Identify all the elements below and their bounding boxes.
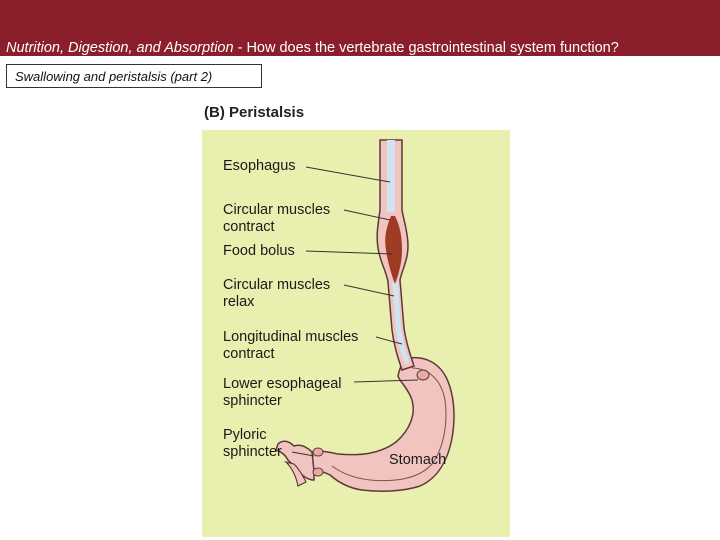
label-circular-muscles-contract-1: Circular muscles bbox=[223, 202, 331, 218]
slide-subtitle: Swallowing and peristalsis (part 2) bbox=[15, 69, 213, 84]
label-lower-esophageal-2: sphincter bbox=[223, 393, 282, 409]
leader-esophagus bbox=[306, 167, 390, 182]
label-circular-muscles-relax-2: relax bbox=[223, 294, 255, 310]
title-question: - How does the vertebrate gastrointestinal system function? bbox=[233, 40, 619, 56]
subtitle-box bbox=[6, 64, 262, 88]
label-pyloric-1: Pyloric bbox=[223, 427, 267, 443]
figure-panel bbox=[202, 130, 510, 537]
title-topic: Nutrition, Digestion, and Absorption bbox=[6, 40, 234, 56]
esophagus-lumen bbox=[387, 140, 395, 212]
leader-circ-relax bbox=[344, 285, 394, 296]
figure-heading: (B) Peristalsis bbox=[204, 104, 305, 121]
label-circular-muscles-relax-1: Circular muscles bbox=[223, 277, 331, 293]
pyloric-sphincter-bottom bbox=[313, 468, 323, 476]
page-title bbox=[6, 40, 619, 56]
label-longitudinal-muscles-1: Longitudinal muscles bbox=[223, 329, 359, 345]
label-esophagus: Esophagus bbox=[223, 158, 296, 174]
label-stomach: Stomach bbox=[389, 452, 447, 468]
pyloric-sphincter-top bbox=[313, 448, 323, 456]
label-circular-muscles-contract-2: contract bbox=[223, 219, 275, 235]
label-food-bolus: Food bolus bbox=[223, 243, 295, 259]
lower-esophageal-sphincter bbox=[417, 370, 429, 380]
label-lower-esophageal-1: Lower esophageal bbox=[223, 376, 342, 392]
label-pyloric-2: sphincter bbox=[223, 444, 282, 460]
label-longitudinal-muscles-2: contract bbox=[223, 346, 275, 362]
